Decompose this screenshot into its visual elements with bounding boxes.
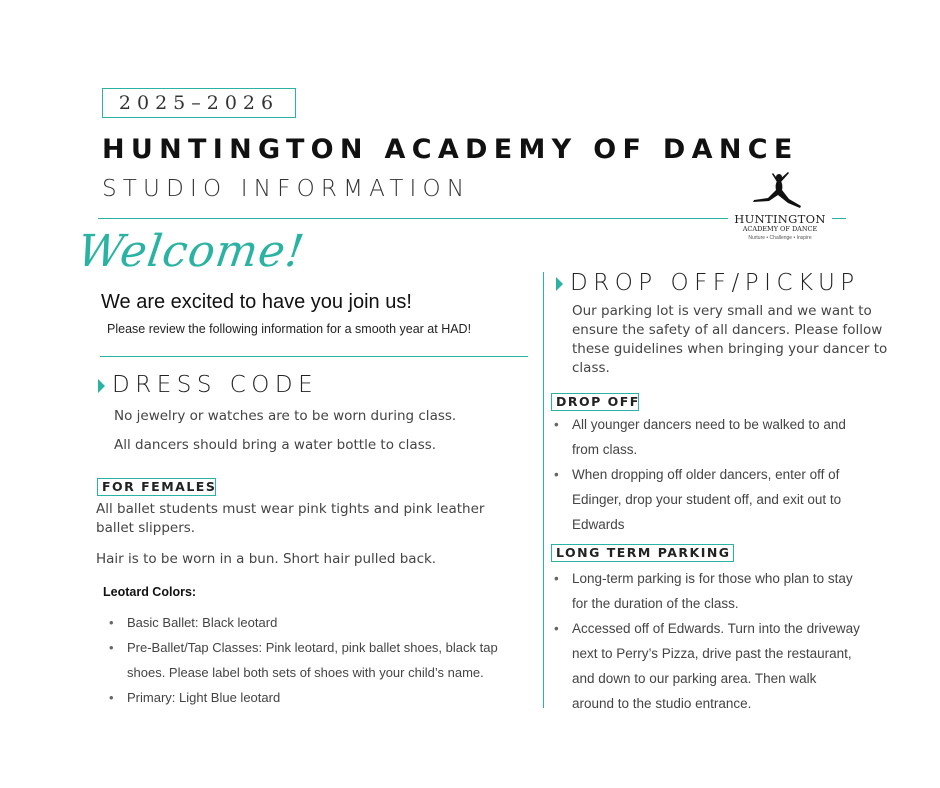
dress-code-line-2: All dancers should bring a water bottle to class. — [114, 437, 437, 453]
logo-subname: ACADEMY OF DANCE — [742, 225, 818, 233]
parking-list — [554, 566, 860, 716]
list-item: • Pre-Ballet/Tap Classes: Pink leotard, pink ballet shoes, black tap shoes. Please label both sets of shoes with your child’s name. — [109, 635, 533, 685]
leotard-colors-label: Leotard Colors: — [103, 585, 197, 599]
dropoff-intro: Our parking lot is very small and we want to ensure the safety of all dancers. Please follow these guidelines when bringing your dancer to class. — [572, 303, 888, 376]
list-item: • Long-term parking is for those who plan to stay for the duration of the class. — [554, 566, 860, 616]
dropoff-heading: DROP OFF/PICKUP — [570, 270, 860, 296]
page-subtitle: STUDIO INFORMATION — [102, 176, 471, 202]
welcome-divider — [100, 356, 528, 357]
dropoff-arrow-icon — [556, 277, 563, 291]
list-item: • Accessed off of Edwards. Turn into the driveway next to Perry’s Pizza, drive past the restaurant, and down to our parking area. Then walk around to the studio entrance. — [554, 616, 860, 716]
list-item: • Primary: Light Blue leotard — [109, 685, 533, 710]
header-divider — [98, 218, 728, 219]
logo-name: HUNTINGTON — [734, 212, 826, 226]
female-rule-1: All ballet students must wear pink tights and pink leather ballet slippers. — [96, 501, 485, 536]
female-rule-2: Hair is to be worn in a bun. Short hair pulled back. — [96, 551, 437, 567]
list-item: • Basic Ballet: Black leotard — [109, 610, 533, 635]
page-title: HUNTINGTON ACADEMY OF DANCE — [102, 134, 799, 165]
long-term-parking-label: LONG TERM PARKING — [551, 544, 734, 562]
leotard-list — [109, 610, 533, 710]
column-divider — [543, 272, 544, 708]
list-item: • When dropping off older dancers, enter off of Edinger, drop your student off, and exit out to Edwards — [554, 462, 854, 537]
drop-off-label: DROP OFF — [551, 393, 639, 411]
welcome-heading: We are excited to have you join us! — [101, 291, 412, 313]
drop-off-list — [554, 412, 854, 537]
logo-tagline: Nurture • Challenge • Inspire — [748, 235, 812, 241]
welcome-script: Welcome! — [74, 226, 308, 277]
dancer-icon — [748, 170, 808, 214]
welcome-subheading: Please review the following information for a smooth year at HAD! — [107, 322, 472, 336]
for-females-label: FOR FEMALES — [97, 478, 216, 496]
list-item: • All younger dancers need to be walked to and from class. — [554, 412, 854, 462]
year-badge: 2025–2026 — [102, 88, 296, 118]
dress-code-line-1: No jewelry or watches are to be worn during class. — [114, 408, 457, 424]
dress-code-arrow-icon — [98, 379, 105, 393]
header-divider-end — [832, 218, 846, 219]
dress-code-heading: DRESS CODE — [112, 372, 319, 398]
